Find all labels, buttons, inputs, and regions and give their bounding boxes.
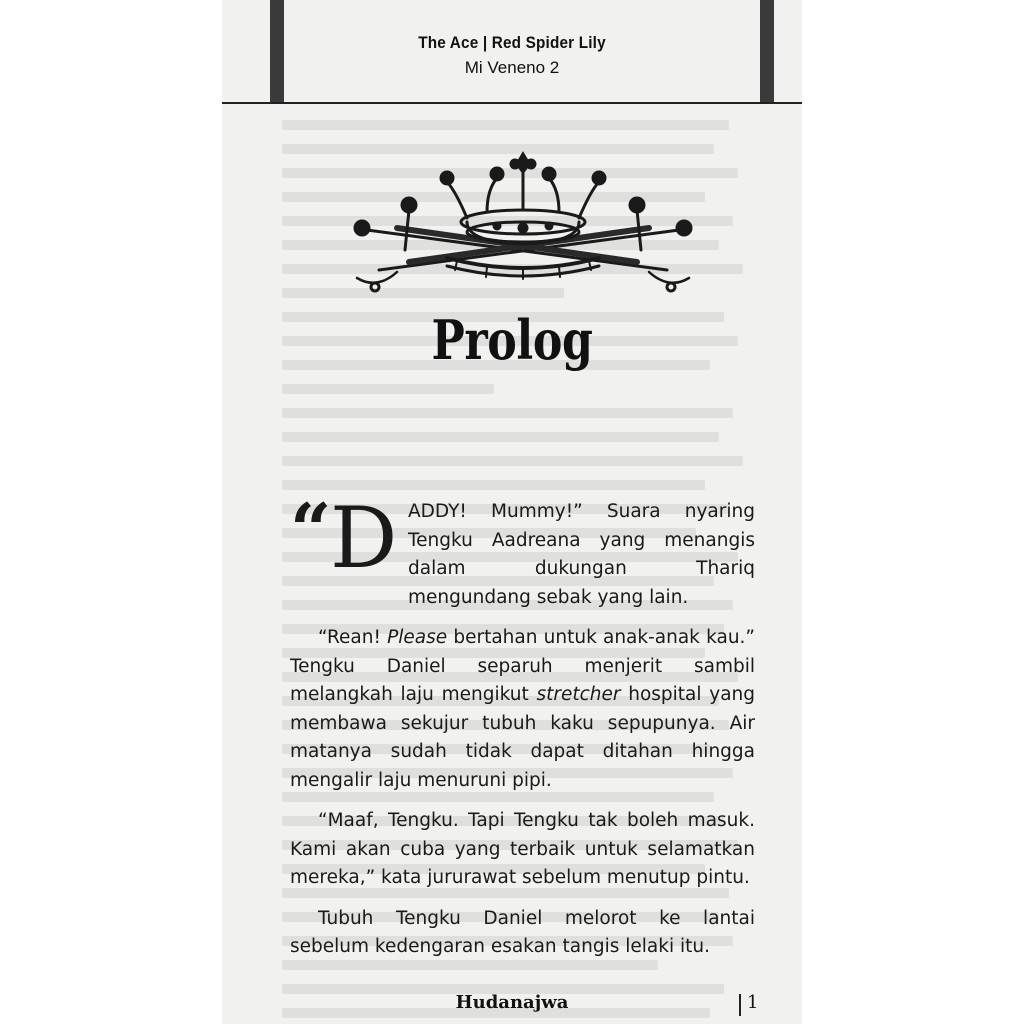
paragraph-2-part-b: bertahan untuk anak-anak kau.” Tengku Daniel separuh menjerit sambil melangkah laju mengikut (290, 627, 756, 705)
paragraph-2-part-c: hospital yang membawa sekujur tubuh kaku sepupunya. Air matanya sudah tidak dapat ditahan hingga mengalir laju menuruni pipi. (290, 684, 756, 791)
book-subtitle: Mi Veneno 2 (464, 58, 560, 77)
footer-separator (739, 994, 741, 1016)
chapter-title: Prolog (431, 308, 593, 372)
drop-cap-block (290, 487, 402, 587)
opening-quote-mark: “ (290, 487, 332, 572)
body-text (290, 487, 756, 962)
book-page (222, 0, 802, 1024)
paragraph-4: Tubuh Tengku Daniel melorot ke lantai sebelum kedengaran esakan tangis lelaki itu. (290, 907, 755, 957)
footer-author: Hudanajwa (455, 992, 569, 1013)
paragraph-2 (290, 624, 755, 795)
page-number: 1 (747, 992, 759, 1013)
paragraph-3: “Maaf, Tengku. Tapi Tengku tak boleh masuk. Kami akan cuba yang terbaik untuk selamatkan mereka,” kata jururawat sebelum menutup pintu. (290, 810, 755, 888)
crown-crossed-swords-icon (337, 150, 709, 295)
header-rule (222, 102, 802, 104)
drop-cap-letter: D (330, 489, 398, 587)
paragraph-2-italic-stretcher: stretcher (536, 684, 621, 705)
opening-paragraph (290, 487, 755, 612)
book-title: The Ace | Red Spider Lily (418, 33, 606, 52)
paragraph-2-part-a: “Rean! (318, 627, 388, 648)
paragraph-2-italic-please: Please (387, 627, 448, 648)
opening-paragraph-text: ADDY! Mummy!” Suara nyaring Tengku Aadreana yang menangis dalam dukungan Thariq mengundang sebak yang lain. (408, 501, 755, 608)
